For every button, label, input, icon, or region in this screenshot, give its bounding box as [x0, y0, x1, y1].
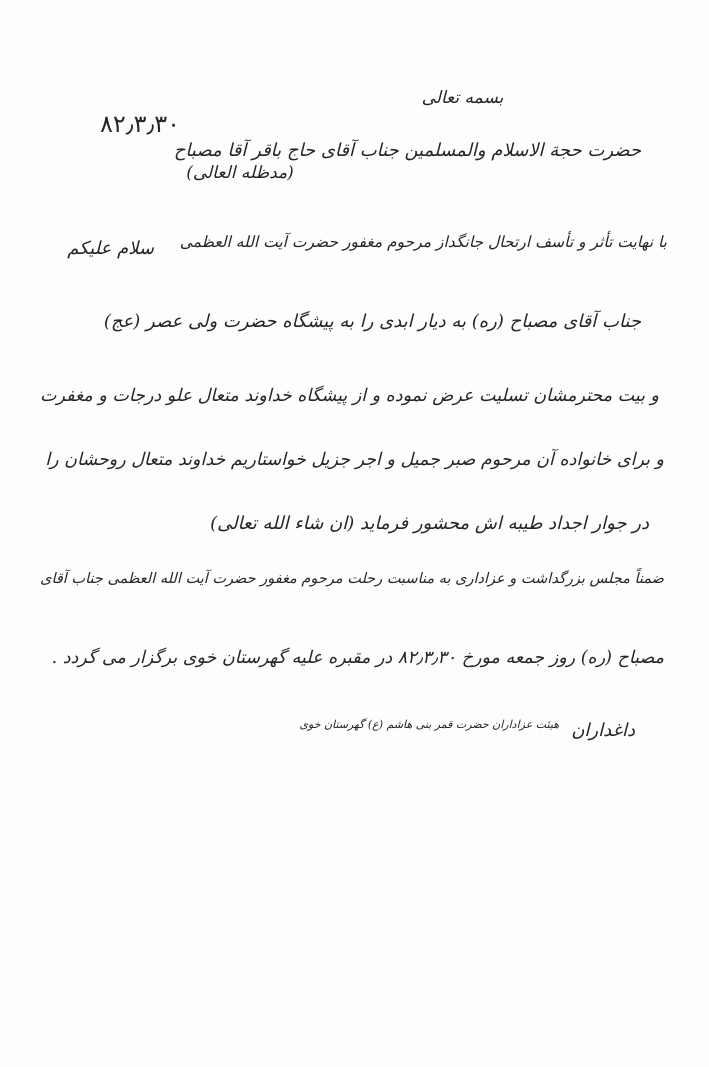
body-line-5: در جوار اجداد طیبه اش محشور فرماید (ان شاء الله تعالی): [210, 513, 649, 534]
letter-date: ۸۲٫۳٫۳۰: [100, 110, 181, 138]
body-line-2: جناب آقای مصباح (ره) به دیار ابدی را به پیشگاه حضرت ولی عصر (عج): [103, 311, 641, 332]
body-line-3: و بیت محترمشان تسلیت عرض نموده و از پیشگاه خداوند متعال علو درجات و مغفرت: [39, 386, 659, 406]
letter-heading: بسمه تعالی: [421, 88, 504, 108]
body-line-1: با نهایت تأثر و تأسف ارتحال جانگداز مرحوم مغفور حضرت آیت الله العظمی: [179, 233, 667, 251]
body-line-7: مصباح (ره) روز جمعه مورخ ۸۲٫۳٫۳۰ در مقبره علیه گهرستان خوی برگزار می گردد .: [51, 648, 664, 668]
salutation: سلام علیکم: [67, 238, 154, 259]
body-line-6: ضمناً مجلس بزرگداشت و عزاداری به مناسبت رحلت مرحوم مغفور حضرت آیت الله العظمی جناب آقای: [40, 571, 664, 587]
signature-organization: هیئت عزاداران حضرت قمر بنی هاشم (ع) گهرستان خوی: [299, 718, 559, 731]
address-line-2: (مدظله العالی): [186, 163, 294, 183]
body-line-4: و برای خانواده آن مرحوم صبر جمیل و اجر جزیل خواستاریم خداوند متعال روحشان را: [45, 450, 664, 470]
signature-label: داغداران: [571, 720, 635, 741]
address-line-1: حضرت حجة الاسلام والمسلمین جناب آقای حاج باقر آقا مصباح: [173, 140, 641, 161]
